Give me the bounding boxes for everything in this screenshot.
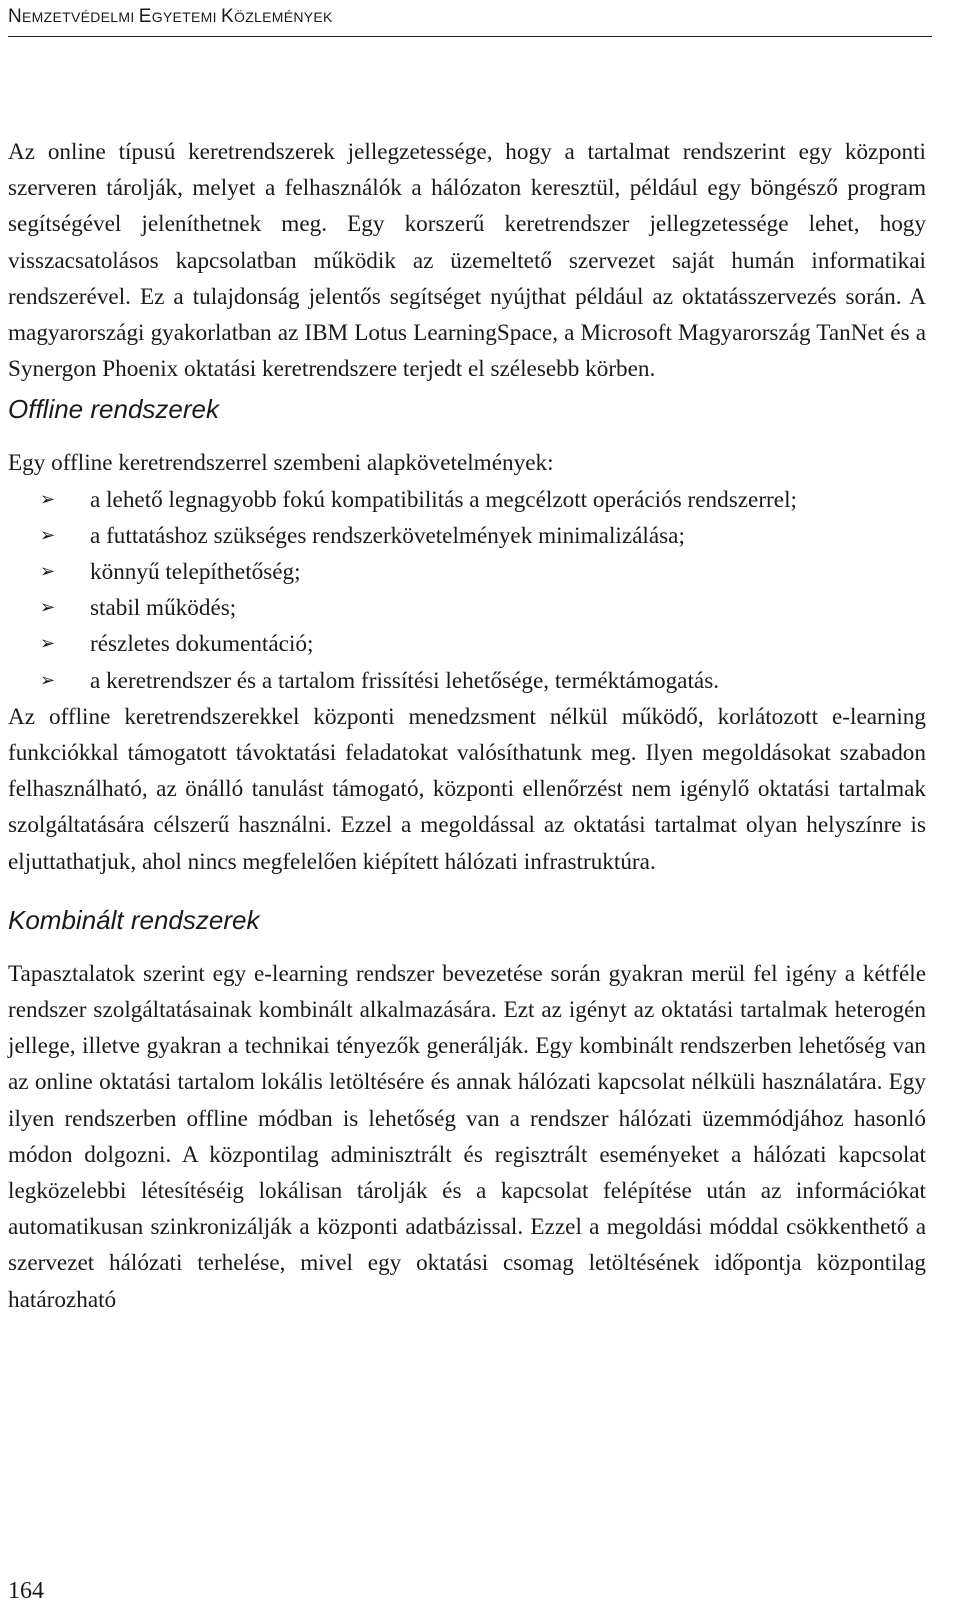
list-item-text: könnyű telepíthetőség; [90,559,301,586]
article-body [8,134,926,1318]
intro-paragraph: Az online típusú keretrendszerek jellegzetessége, hogy a tartalmat rendszerint egy központi szerveren tárolják, melyet a felhasználók a hálózaton keresztül, például egy böngésző program segítségével jeleníthetnek meg. Egy korszerű keretrendszer jellegzetessége lehet, hogy visszacsatolásos kapcsolatban működik az üzemeltető szervezet saját humán informatikai rendszerével. Ez a tulajdonság jelentős segítséget nyújthat például az oktatásszervezés során. A magyarországi gyakorlatban az IBM Lotus LearningSpace, a Microsoft Magyarország TanNet és a Synergon Phoenix oktatási keretrendszere terjedt el szélesebb körben. [8,139,926,383]
page-number: 164 [8,1578,44,1604]
list-item-text: a keretrendszer és a tartalom frissítési lehetősége, terméktámogatás. [90,667,720,694]
header-part-3: ÖZLEMÉNYEK [234,9,333,25]
offline-intro: Egy offline keretrendszerrel szembeni alapkövetelmények: [8,450,554,477]
list-item [8,590,926,626]
list-item [8,518,926,554]
list-item [8,554,926,590]
arrow-bullet-icon: ➢ [40,633,56,655]
list-item [8,482,926,518]
header-part-2: GYETEMI [151,9,222,25]
kombinalt-heading: Kombinált rendszerek [8,904,260,935]
list-item [8,663,926,699]
list-item-text: stabil működés; [90,595,237,622]
header-part-1: EMZETVÉDELMI [22,9,139,25]
list-item-text: a lehető legnagyobb fokú kompatibilitás a megcélzott operációs rendszerrel; [90,486,797,513]
kombinalt-paragraph: Tapasztalatok szerint egy e-learning rendszer bevezetése során gyakran merül fel igény a kétféle rendszer szolgáltatásainak kombinált alkalmazására. Ezt az igényt az oktatási tartalmak heterogén jellege, illetve gyakran a technikai tényezők generálják. Egy kombinált rendszerben lehetőség van az online oktatási tartalom lokális letöltésére és annak hálózati kapcsolat nélküli használatára. Egy ilyen rendszerben offline módban is lehetőség van a rendszer hálózati üzemmódjához hasonló módon dolgozni. A központilag adminisztrált és regisztrált eseményeket a hálózati kapcsolat legközelebbi létesítéséig lokálisan tárolják és a kapcsolat felépítése után az információkat automatikusan szinkronizálják a központi adatbázissal. Ezzel a megoldási móddal csökkenthető a szervezet hálózati terhelése, mivel egy oktatási csomag letöltésének időpontja központilag határozható [8,960,926,1313]
header-initial-2: E [138,6,152,27]
arrow-bullet-icon: ➢ [40,488,56,510]
running-header [8,6,333,28]
header-rule [8,36,932,37]
offline-paragraph: Az offline keretrendszerekkel központi menedzsment nélkül működő, korlátozott e-learning funkciókkal támogatott távoktatási feladatokat valósíthatunk meg. Ilyen megoldásokat szabadon felhasználható, az önálló tanulást támogató, központi ellenőrzést nem igénylő oktatási tartalmak szolgáltatására célszerű használni. Ezzel a megoldással az oktatási tartalmat olyan helyszínre is eljuttathatjuk, ahol nincs megfelelően kiépített hálózati infrastruktúra. [8,703,926,875]
header-initial-1: N [8,6,23,27]
requirements-list [8,482,926,699]
arrow-bullet-icon: ➢ [40,597,56,619]
list-item-text: részletes dokumentáció; [90,631,314,658]
arrow-bullet-icon: ➢ [40,524,56,546]
arrow-bullet-icon: ➢ [40,669,56,691]
list-item [8,626,926,662]
offline-heading: Offline rendszerek [8,394,219,425]
header-initial-3: K [221,6,234,27]
arrow-bullet-icon: ➢ [40,561,56,583]
list-item-text: a futtatáshoz szükséges rendszerkövetelmények minimalizálása; [90,522,685,549]
